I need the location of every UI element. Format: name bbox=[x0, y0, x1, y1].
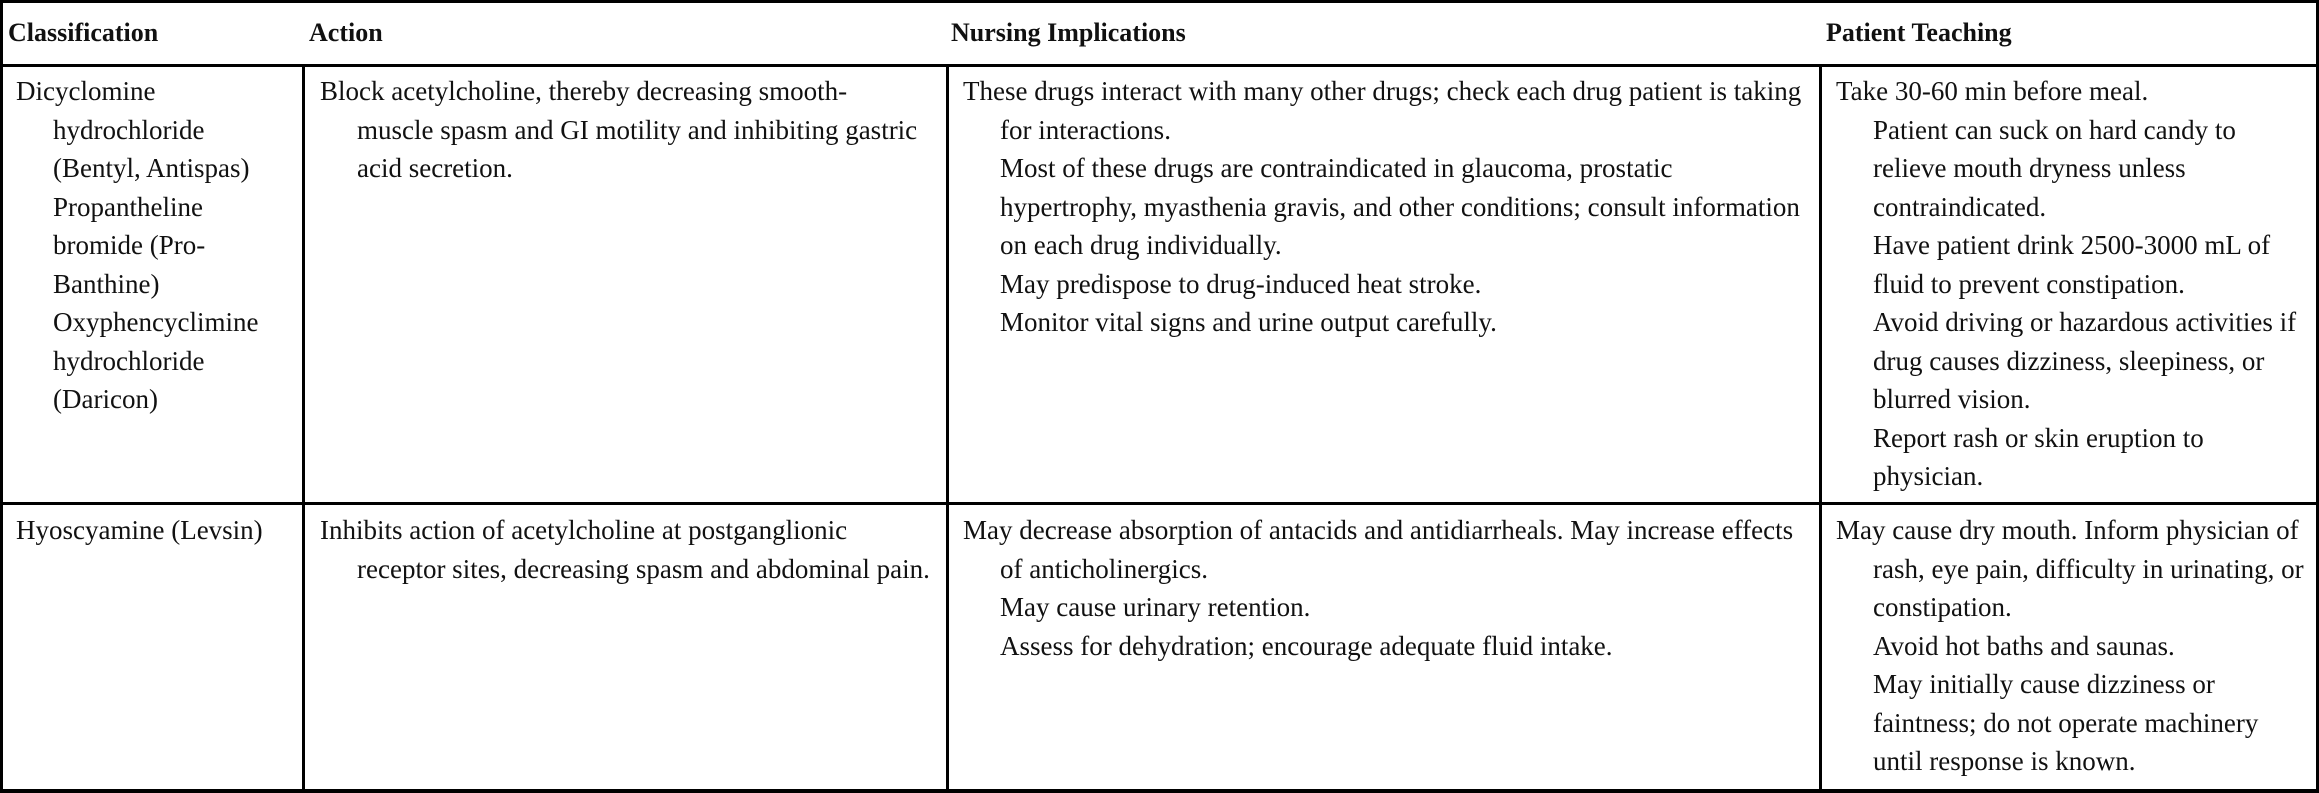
teaching-item: May initially cause dizziness or faintness; do not operate machinery until response is known. bbox=[1873, 669, 2259, 776]
implication-group bbox=[963, 588, 1808, 665]
row2-classification bbox=[16, 511, 301, 550]
teaching-item: May cause dry mouth. Inform physician of rash, eye pain, difficulty in urinating, or constipation. bbox=[1836, 515, 2304, 622]
implication-item: Most of these drugs are contraindicated in glaucoma, prostatic hypertrophy, myasthenia gravis, and other conditions; consult information on each drug individually. bbox=[1000, 153, 1800, 260]
implication-group bbox=[963, 149, 1808, 342]
implication-item: May predispose to drug-induced heat stroke. bbox=[1000, 268, 1482, 299]
border-top bbox=[0, 0, 2319, 3]
implication-item: May cause urinary retention. bbox=[1000, 592, 1311, 622]
header-patient-teaching: Patient Teaching bbox=[1826, 18, 2012, 47]
teaching-item: Report rash or skin eruption to physician. bbox=[1873, 422, 2204, 491]
border-bottom bbox=[0, 789, 2319, 793]
drug-name: Dicyclomine hydrochloride (Bentyl, Antispas) bbox=[16, 76, 250, 183]
col-divider-1 bbox=[302, 64, 305, 793]
row1-action bbox=[320, 72, 920, 188]
col-divider-2 bbox=[946, 64, 949, 793]
col-divider-3 bbox=[1819, 64, 1822, 793]
teaching-group bbox=[1836, 627, 2314, 781]
row2-patient-teaching bbox=[1836, 511, 2314, 781]
implication-item: Monitor vital signs and urine output carefully. bbox=[1000, 307, 1497, 337]
row-divider bbox=[0, 502, 2319, 505]
drug-name: Propantheline bromide (Pro-Banthine) bbox=[53, 191, 206, 299]
row1-patient-teaching bbox=[1836, 72, 2314, 496]
row1-nursing-implications bbox=[963, 72, 1808, 342]
row2-action bbox=[320, 511, 930, 588]
teaching-item: Take 30-60 min before meal. bbox=[1836, 76, 2149, 106]
row1-classification bbox=[16, 72, 296, 419]
drug-name: Oxyphencyclimine hydrochloride (Daricon) bbox=[53, 307, 259, 414]
row2-nursing-implications bbox=[963, 511, 1808, 665]
teaching-item: Avoid hot baths and saunas. bbox=[1873, 630, 2175, 661]
header-divider bbox=[0, 64, 2319, 67]
drug-name-group bbox=[16, 188, 296, 419]
action-text: Inhibits action of acetylcholine at postganglionic receptor sites, decreasing spasm and abdominal pain. bbox=[320, 515, 930, 584]
implication-item: Assess for dehydration; encourage adequate fluid intake. bbox=[1000, 630, 1613, 661]
teaching-group bbox=[1836, 111, 2314, 496]
teaching-item: Have patient drink 2500-3000 mL of fluid to prevent constipation. bbox=[1873, 230, 2271, 299]
header-action: Action bbox=[309, 18, 383, 47]
header-classification: Classification bbox=[8, 18, 159, 47]
drug-name: Hyoscyamine (Levsin) bbox=[16, 515, 263, 545]
action-text: Block acetylcholine, thereby decreasing smooth-muscle spasm and GI motility and inhibiting gastric acid secretion. bbox=[320, 76, 918, 183]
header-nursing-implications: Nursing Implications bbox=[951, 18, 1186, 47]
teaching-item: Avoid driving or hazardous activities if drug causes dizziness, sleepiness, or blurred vision. bbox=[1873, 307, 2297, 414]
border-left bbox=[0, 0, 3, 793]
teaching-item: Patient can suck on hard candy to relieve mouth dryness unless contraindicated. bbox=[1873, 114, 2236, 222]
implication-item: May decrease absorption of antacids and antidiarrheals. May increase effects of anticholinergics. bbox=[963, 515, 1794, 584]
implication-item: These drugs interact with many other drugs; check each drug patient is taking for interactions. bbox=[963, 76, 1802, 145]
